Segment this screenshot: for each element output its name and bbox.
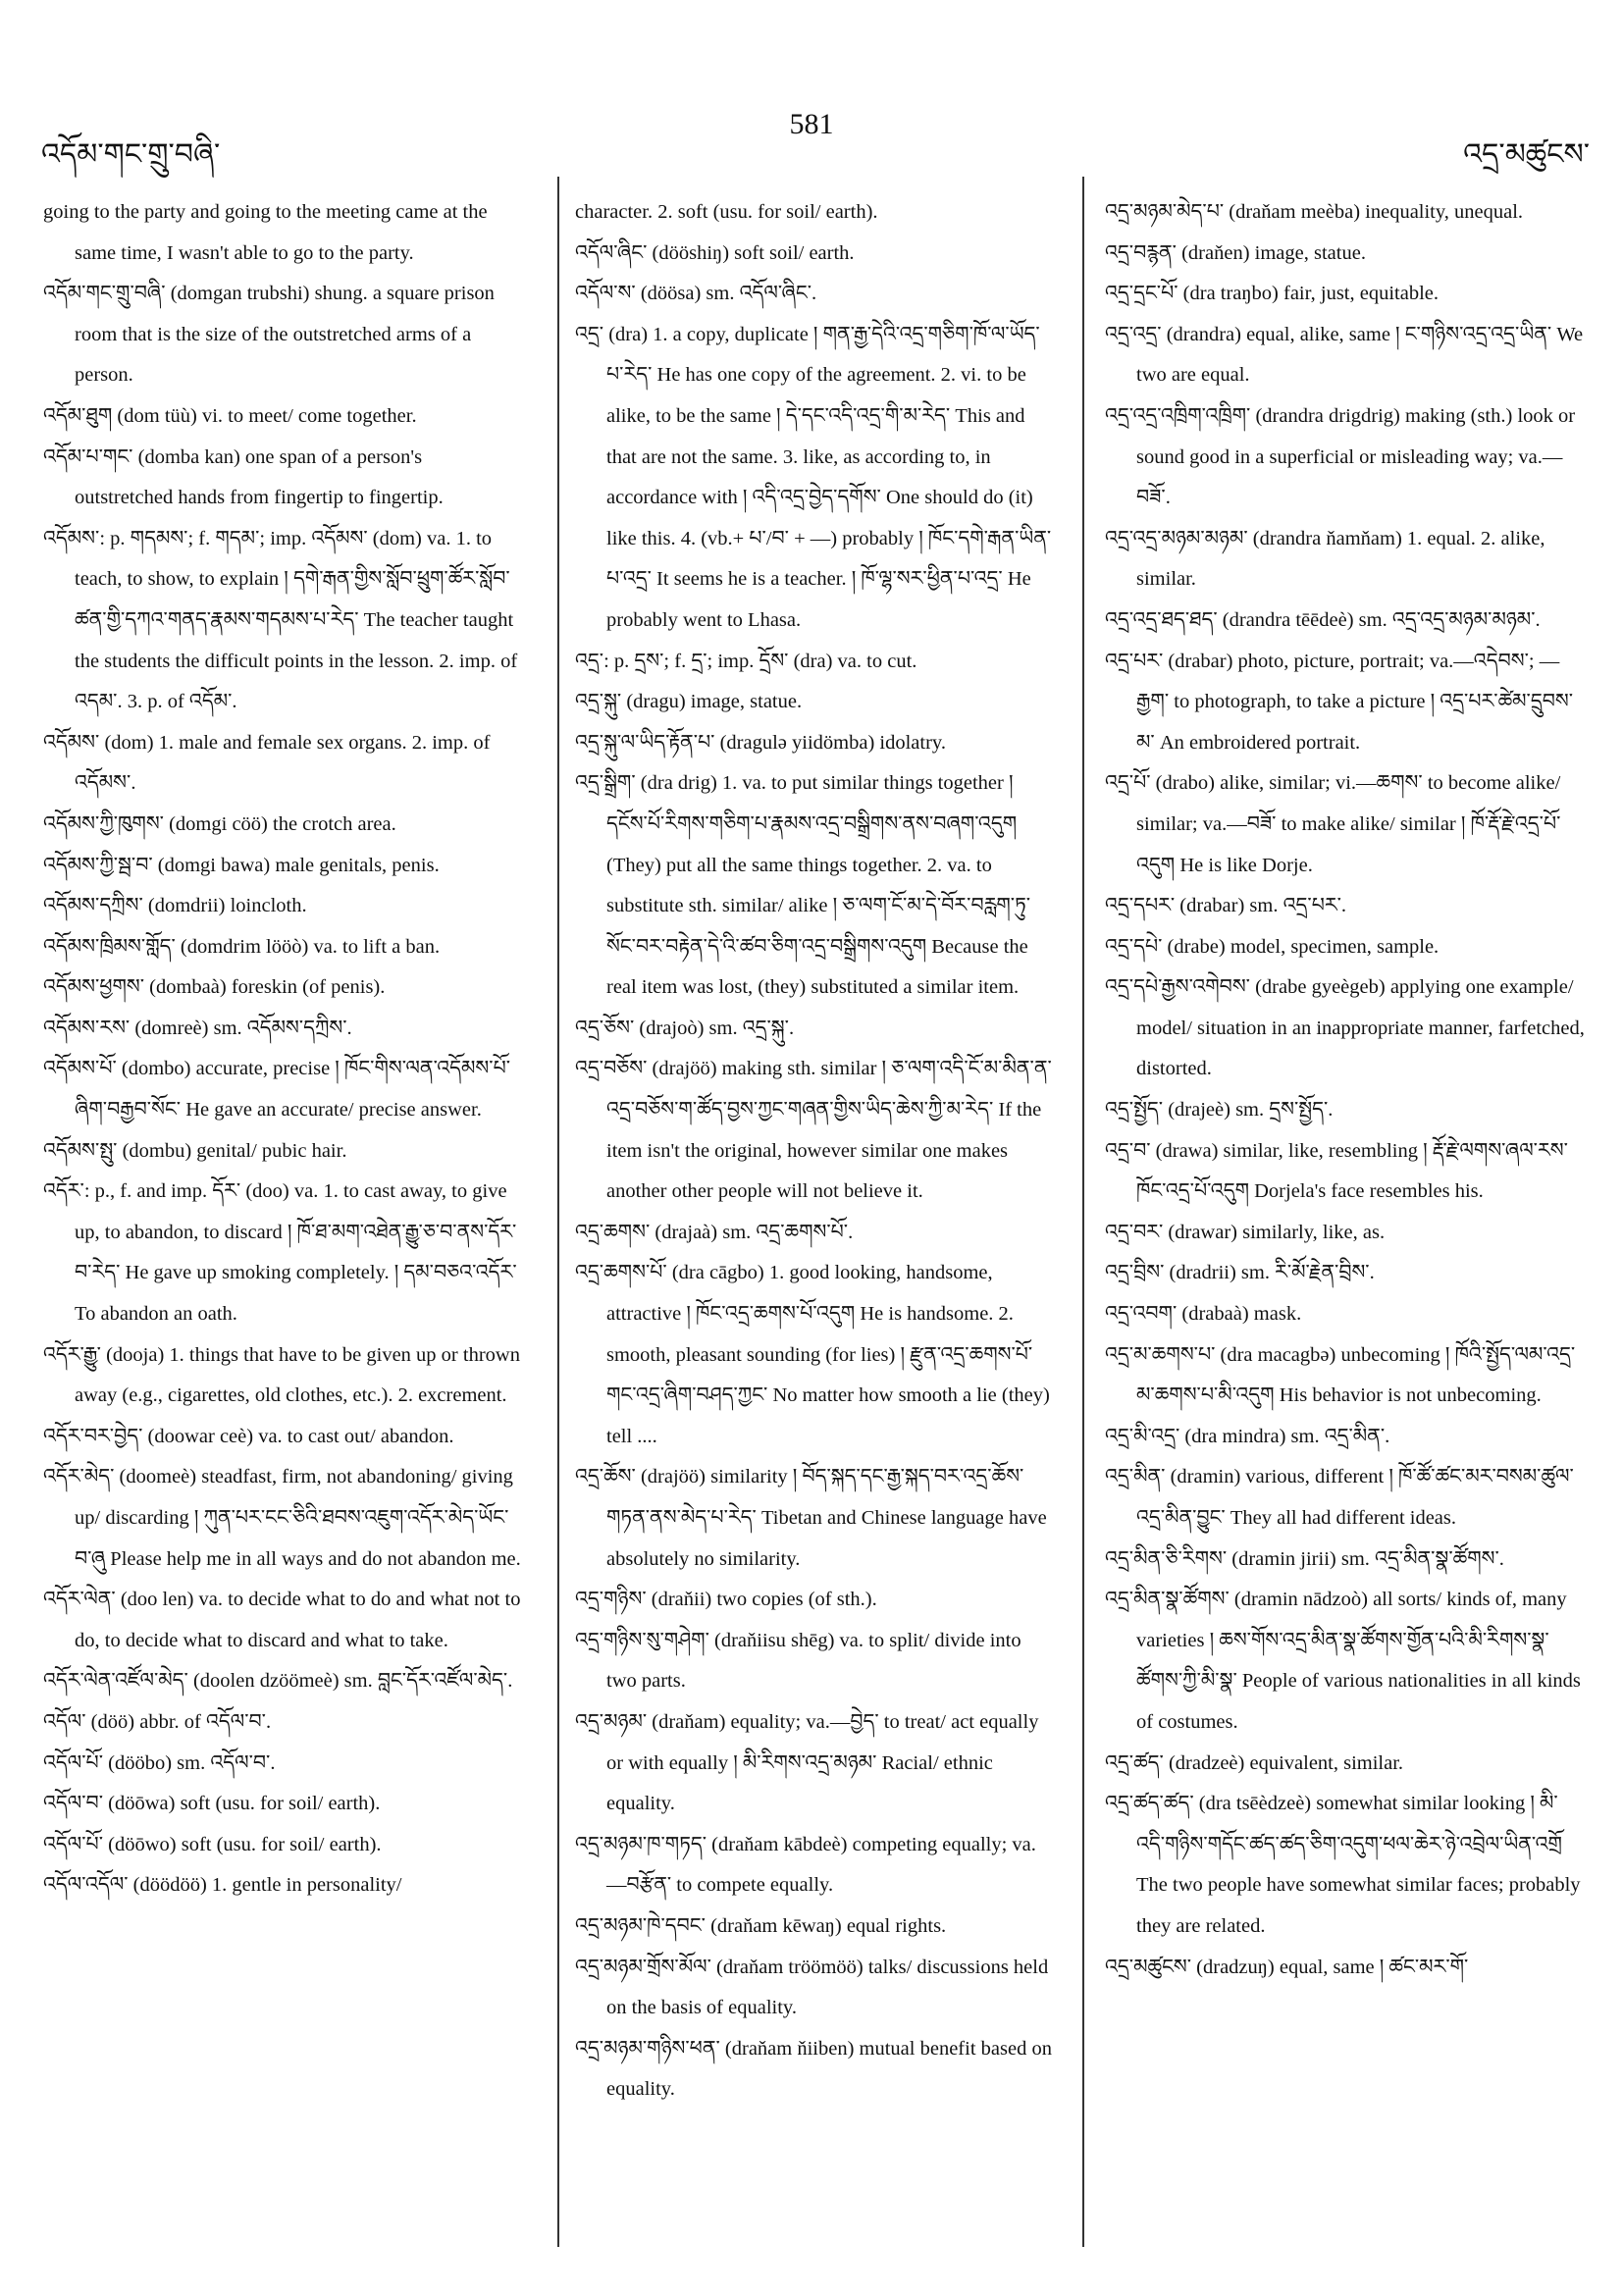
dictionary-entry: འདྲ་བརྙན་ (draňen) image, statue. (1105, 241, 1366, 264)
dictionary-entry: འདྲ་ཆོས་ (drajöö) similarity ། བོད་སྐད་དང་རྒྱ་སྐད་བར་འདྲ་ཆོས་གཏན་ནས་མེད་པ་རེད་ Tibetan and Chinese language have absolutely no similarity. (575, 1466, 1047, 1570)
dictionary-entry: འདྲ་བར་ (drawar) similarly, like, as. (1105, 1221, 1386, 1243)
dictionary-entry: འདྲ་ཅོས་ (drajoò) sm. འདྲ་སྐུ་. (575, 1017, 795, 1039)
dictionary-entry: འདོལ་པོ་ (dööbo) sm. འདོལ་བ་. (43, 1751, 276, 1774)
dictionary-entry: འདྲ་མི་འདྲ་ (dra mindra) sm. འདྲ་མིན་. (1105, 1425, 1390, 1447)
dictionary-entry: འདོམས་ཁྲིམས་གློད་ (domdrim lööò) va. to lift a ban. (43, 935, 441, 958)
dictionary-entry: འདོལ་ (döö) abbr. of འདོལ་བ་. (43, 1710, 272, 1733)
dictionary-entry: འདྲ་མིན་ཅི་རིགས་ (dramin jirii) sm. འདྲ་མིན་སྣ་ཚོགས་. (1105, 1547, 1504, 1570)
dictionary-entry: འདྲ་དཔེ་རྒྱས་འགེབས་ (drabe gyeègeb) applying one example/ model/ situation in an inappropriate manner, farfetched, distorted. (1105, 976, 1585, 1080)
dictionary-entry: འདྲ་འདྲ་འཁྲིག་འཁྲིག་ (drandra drigdrig) making (sth.) look or sound good in a superficial or misleading way; va.—བཟོ་. (1105, 404, 1576, 509)
dictionary-entry: འདོལ་འདོལ་ (döödöö) 1. gentle in personality/ (43, 1874, 402, 1897)
dictionary-entry: འདོར་ལེན་ (doo len) va. to decide what to do and what not to do, to decide what to discard and what to take. (43, 1589, 521, 1651)
column-middle (575, 192, 1056, 2111)
dictionary-entry: འདྲ་མཉམ་གྲོས་མོལ་ (draňam tröömöö) talks/ discussions held on the basis of equality. (575, 1956, 1049, 2019)
dictionary-entry: འདོམས་ཀྱི་ཁུགས་ (domgi cöö) the crotch area. (43, 812, 396, 835)
dictionary-entry: འདོར་བར་བྱེད་ (doowar ceè) va. to cast out/ abandon. (43, 1425, 454, 1447)
dictionary-entry: འདོམས་སྤུ་ (dombu) genital/ pubic hair. (43, 1139, 347, 1162)
running-head-left: འདོམ་གང་གྲུ་བཞི་ (41, 138, 221, 171)
dictionary-entry: འདོམ་ཐུག (dom tüù) vi. to meet/ come together. (43, 404, 417, 427)
dictionary-entry: འདྲ་དྲང་པོ་ (dra traŋbo) fair, just, equitable. (1105, 283, 1440, 305)
dictionary-entry: འདོམས་: p. གདམས་; f. གདམ་; imp. འདོམས་ (dom) va. 1. to teach, to show, to explain ། དགེ་རྒན་གྱིས་སློབ་ཕྲུག་ཚོར་སློབ་ཚན་གྱི་དཀའ་གནད་རྣམས་གདམས་པ་རེད་ The teacher taught the students the difficult points in the lesson. 2. imp. of འདམ་. 3. p. of འདོམ་. (43, 527, 518, 713)
dictionary-entry: འདོམས་དཀྲིས་ (domdrii) loincloth. (43, 895, 307, 917)
dictionary-entry: འདོར་རྒྱུ་ (dooja) 1. things that have to be given up or thrown away (e.g., cigarettes, old clothes, etc.). 2. excrement. (43, 1343, 520, 1407)
dictionary-entry: འདྲ་དཔེ་ (drabe) model, specimen, sample. (1105, 935, 1440, 958)
page-number: 581 (789, 108, 834, 140)
dictionary-entry: འདྲ་བཅོས་ (drajöö) making sth. similar ། ཅ་ལག་འདི་ངོ་མ་མིན་ན་འདྲ་བཅོས་ག་ཚོད་བྱས་ཀྱང་གཞན་གྱིས་ཡིད་ཆེས་ཀྱི་མ་རེད་ If the item isn't the original, however similar one makes another other people will not believe it. (575, 1058, 1052, 1203)
dictionary-entry: འདྲ་མིན་སྣ་ཚོགས་ (dramin nādzoò) all sorts/ kinds of, many varieties ། ཆས་གོས་འདྲ་མིན་སྣ་ཚོགས་གྱོན་པའི་མི་རིགས་སྣ་ཚོགས་ཀྱི་མི་སྣ་ People of various nationalities in all kinds of costumes. (1105, 1589, 1581, 1733)
dictionary-entry: འདྲ་དཔར་ (drabar) sm. འདྲ་པར་. (1105, 895, 1347, 917)
dictionary-entry: འདོལ་ས་ (döösa) sm. འདོལ་ཞིང་. (575, 283, 817, 305)
dictionary-entry: འདྲ་འདྲ་མཉམ་མཉམ་ (drandra ňamňam) 1. equal. 2. alike, similar. (1105, 527, 1545, 591)
dictionary-entry: འདྲ་སྤྱོད་ (drajeè) sm. དྲས་སྤྱོད་. (1105, 1099, 1334, 1122)
dictionary-entry: འདྲ་པར་ (drabar) photo, picture, portrait; va.—འདེབས་; —རྒྱག་ to photograph, to take a picture ། འདྲ་པར་ཚེམ་དྲུབས་མ་ An embroidered portrait. (1105, 650, 1574, 754)
page-header (0, 108, 1623, 171)
dictionary-entry: འདོམས་ཕྱགས་ (dombaà) foreskin (of penis). (43, 976, 386, 999)
dictionary-entry: འདྲ་སྐུ་ (dragu) image, statue. (575, 691, 803, 713)
dictionary-entry: འདྲ་: p. དྲས་; f. དྲ་; imp. དྲོས་ (dra) va. to cut. (575, 650, 917, 672)
dictionary-entry: འདྲ་མཉམ་ (draňam) equality; va.—བྱེད་ to treat/ act equally or with equally ། མི་རིགས་འདྲ་མཉམ་ Racial/ ethnic equality. (575, 1710, 1039, 1815)
dictionary-entry: འདྲ་ཚད་ཚད་ (dra tsēèdzeè) somewhat similar looking ། མི་འདི་གཉིས་གདོང་ཚད་ཚད་ཅིག་འདུག་ཕལ་ཆེར་ཉེ་འབྲེལ་ཡིན་འགྲོ The two people have somewhat similar faces; probably they are related. (1105, 1793, 1581, 1937)
dictionary-entry: འདྲ་མ་ཆགས་པ་ (dra macagbə) unbecoming ། ཁོའི་སྤྱོད་ལམ་འདྲ་མ་ཆགས་པ་མི་འདུག His behavior is not unbecoming. (1105, 1343, 1576, 1407)
dictionary-entry: འདྲ་མཉམ་ཁེ་དབང་ (draňam kēwaŋ) equal rights. (575, 1914, 947, 1937)
dictionary-entry: འདྲ་ཆགས་ (drajaà) sm. འདྲ་ཆགས་པོ་. (575, 1221, 854, 1243)
column-left (43, 192, 524, 1906)
dictionary-entry: འདྲ་མཚུངས་ (dradzuŋ) equal, same ། ཚང་མར་གོ་ (1105, 1956, 1469, 1978)
dictionary-entry: འདོམ་པ་གང་ (domba kan) one span of a person's outstretched hands from fingertip to fingertip. (43, 445, 444, 509)
dictionary-entry: འདྲ་ (dra) 1. a copy, duplicate ། གན་རྒྱ་དེའི་འདྲ་གཅིག་ཁོ་ལ་ཡོད་པ་རེད་ He has one copy of the agreement. 2. vi. to be alike, to be the same ། དེ་དང་འདི་འདྲ་གི་མ་རེད་ This and that are not the same. 3. like, as according to, in accordance with ། འདི་འདྲ་བྱེད་དགོས་ One should do (it) like this. 4. (vb.+ པ་/བ་ + —) probably ། ཁོང་དགེ་རྒན་ཡིན་པ་འདྲ་ It seems he is a teacher. ། ཁོ་ལྷ་སར་ཕྱིན་པ་འདྲ་ He probably went to Lhasa. (575, 323, 1052, 631)
dictionary-entry: འདོལ་བ་ (döōwa) soft (usu. for soil/ earth). (43, 1793, 381, 1815)
dictionary-entry: འདྲ་འདྲ་ (drandra) equal, alike, same ། ང་གཉིས་འདྲ་འདྲ་ཡིན་ We two are equal. (1105, 323, 1584, 387)
dictionary-entry: འདྲ་པོ་ (drabo) alike, similar; vi.—ཆགས་ to become alike/ similar; va.—བཟོ་ to make alike/ similar ། ཁོ་རྡོ་རྗེ་འདྲ་པོ་འདུག He is like Dorje. (1105, 772, 1561, 876)
dictionary-entry: འདྲ་མཉམ་མེད་པ་ (draňam meèba) inequality, unequal. (1105, 201, 1524, 223)
dictionary-entry: འདོམས་རས་ (domreè) sm. འདོམས་དཀྲིས་. (43, 1017, 352, 1039)
dictionary-entry: འདྲ་ཚད་ (dradzeè) equivalent, similar. (1105, 1751, 1404, 1774)
dictionary-entry: character. 2. soft (usu. for soil/ earth). (575, 201, 878, 223)
dictionary-entry: འདྲ་མིན་ (dramin) various, different ། ཁོ་ཚོ་ཚང་མར་བསམ་ཚུལ་འདྲ་མིན་བྱུང་ They all had different ideas. (1105, 1466, 1574, 1529)
dictionary-entry: འདྲ་སྐུ་ལ་ཡིད་རྟོན་པ་ (dragulə yiidömba) idolatry. (575, 731, 946, 754)
dictionary-entry: འདོམ་གང་གྲུ་བཞི་ (domgan trubshi) shung. a square prison room that is the size of the outstretched arms of a person. (43, 283, 495, 387)
dictionary-entry: འདོར་ལེན་འཛོལ་མེད་ (doolen dzöömeè) sm. བླང་དོར་འཛོལ་མེད་. (43, 1670, 513, 1693)
column-divider (557, 177, 559, 2247)
dictionary-entry: འདོལ་པོ་ (döōwo) soft (usu. for soil/ earth). (43, 1833, 382, 1855)
dictionary-entry: འདྲ་མཉམ་ཁ་གཏད་ (draňam kābdeè) competing equally; va.—བརྩོན་ to compete equally. (575, 1833, 1036, 1897)
dictionary-entry: འདྲ་མཉམ་གཉིས་ཕན་ (draňam ňiiben) mutual benefit based on equality. (575, 2037, 1052, 2101)
dictionary-entry: going to the party and going to the meeting came at the same time, I wasn't able to go to the party. (43, 201, 488, 264)
dictionary-entry: འདྲ་བ་ (drawa) similar, like, resembling ། རྡོ་རྗེ་ལགས་ཞལ་རས་ཁོང་འདྲ་པོ་འདུག Dorjela's face resembles his. (1105, 1139, 1568, 1203)
dictionary-entry: འདྲ་གཉིས་ (draňii) two copies (of sth.). (575, 1589, 877, 1611)
dictionary-entry: འདྲ་བྲིས་ (dradrii) sm. རི་མོ་རྗེན་བྲིས་. (1105, 1262, 1375, 1284)
dictionary-entry: འདྲ་འབག་ (drabaà) mask. (1105, 1303, 1302, 1326)
dictionary-entry: འདྲ་འདྲ་ཐད་ཐད་ (drandra tēēdeè) sm. འདྲ་འདྲ་མཉམ་མཉམ་. (1105, 608, 1541, 631)
dictionary-entry: འདོམས་པོ་ (dombo) accurate, precise ། ཁོང་གིས་ལན་འདོམས་པོ་ཞིག་བརྒྱབ་སོང་ He gave an accurate/ precise answer. (43, 1058, 511, 1122)
running-head-right: འདྲ་མཚུངས་ (1463, 138, 1590, 171)
dictionary-entry: འདྲ་གཉིས་སུ་གཤེག་ (draňiisu shēg) va. to split/ divide into two parts. (575, 1629, 1021, 1693)
dictionary-entry: འདོལ་ཞིང་ (dööshiŋ) soft soil/ earth. (575, 241, 855, 264)
dictionary-entry: འདོམས་ (dom) 1. male and female sex organs. 2. imp. of འདོམས་. (43, 731, 491, 795)
column-right (1105, 192, 1586, 1988)
dictionary-entry: འདྲ་ཆགས་པོ་ (dra cāgbo) 1. good looking, handsome, attractive ། ཁོང་འདྲ་ཆགས་པོ་འདུག He is handsome. 2. smooth, pleasant sounding (for lies) ། རྫུན་འདྲ་ཆགས་པོ་གང་འདྲ་ཞིག་བཤད་ཀྱང་ No matter how smooth a lie (they) tell .... (575, 1262, 1050, 1447)
dictionary-entry: འདོར་: p., f. and imp. དོར་ (doo) va. 1. to cast away, to give up, to abandon, to discard ། ཁོ་ཐ་མག་འཐེན་རྒྱུ་ཅ་བ་ནས་དོར་བ་རེད་ He gave up smoking completely. ། དམ་བཅའ་འདོར་ To abandon an oath. (43, 1180, 517, 1326)
dictionary-entry: འདྲ་སྒྲིག་ (dra drig) 1. va. to put similar things together ། དངོས་པོ་རིགས་གཅིག་པ་རྣམས་འདྲ་བསྒྲིགས་ནས་བཞག་འདུག (They) put all the same things together. 2. va. to substitute sth. similar/ alike ། ཅ་ལག་ངོ་མ་དེ་བོར་བརླག་ཏུ་སོང་བར་བརྟེན་དེ་འི་ཚབ་ཅིག་འདྲ་བསྒྲིགས་འདུག Because the real item was lost, (they) substituted a similar item. (575, 772, 1031, 999)
column-divider (1082, 177, 1084, 2247)
dictionary-entry: འདོར་མེད་ (doomeè) steadfast, firm, not abandoning/ giving up/ discarding ། ཀུན་པར་ངང་ཅིའི་ཐབས་འཇུག་འདོར་མེད་ཡོང་བ་ཞུ Please help me in all ways and do not abandon me. (43, 1466, 521, 1570)
dictionary-entry: འདོམས་ཀྱི་སྦ་བ་ (domgi bawa) male genitals, penis. (43, 854, 440, 876)
